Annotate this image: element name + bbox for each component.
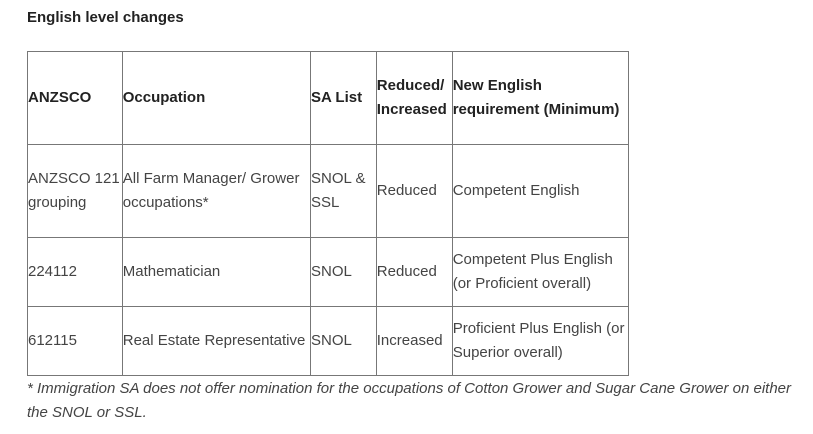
table-row [28,307,629,376]
cell-occupation: All Farm Manager/ Grower occupations* [122,145,310,238]
cell-sa-list: SNOL [310,307,376,376]
cell-anzsco: 224112 [28,238,123,307]
cell-occupation: Mathematician [122,238,310,307]
cell-anzsco: ANZSCO 121 grouping [28,145,123,238]
header-anzsco: ANZSCO [28,52,123,145]
cell-sa-list: SNOL [310,238,376,307]
english-level-changes-table [27,51,629,376]
cell-requirement: Competent Plus English (or Proficient overall) [452,238,628,307]
cell-change: Reduced [376,145,452,238]
footnote: * Immigration SA does not offer nomination for the occupations of Cotton Grower and Sugar Cane Grower on either the SNOL or SSL. [27,380,792,421]
section-heading: English level changes [27,9,184,26]
header-reduced-increased: Reduced/ Increased [376,52,452,145]
cell-requirement: Proficient Plus English (or Superior overall) [452,307,628,376]
cell-change: Reduced [376,238,452,307]
cell-sa-list: SNOL & SSL [310,145,376,238]
header-sa-list: SA List [310,52,376,145]
cell-anzsco: 612115 [28,307,123,376]
header-occupation: Occupation [122,52,310,145]
table-row [28,238,629,307]
table-header-row [28,52,629,145]
cell-change: Increased [376,307,452,376]
cell-occupation: Real Estate Representative [122,307,310,376]
header-new-requirement: New English requirement (Minimum) [452,52,628,145]
table-row [28,145,629,238]
cell-requirement: Competent English [452,145,628,238]
